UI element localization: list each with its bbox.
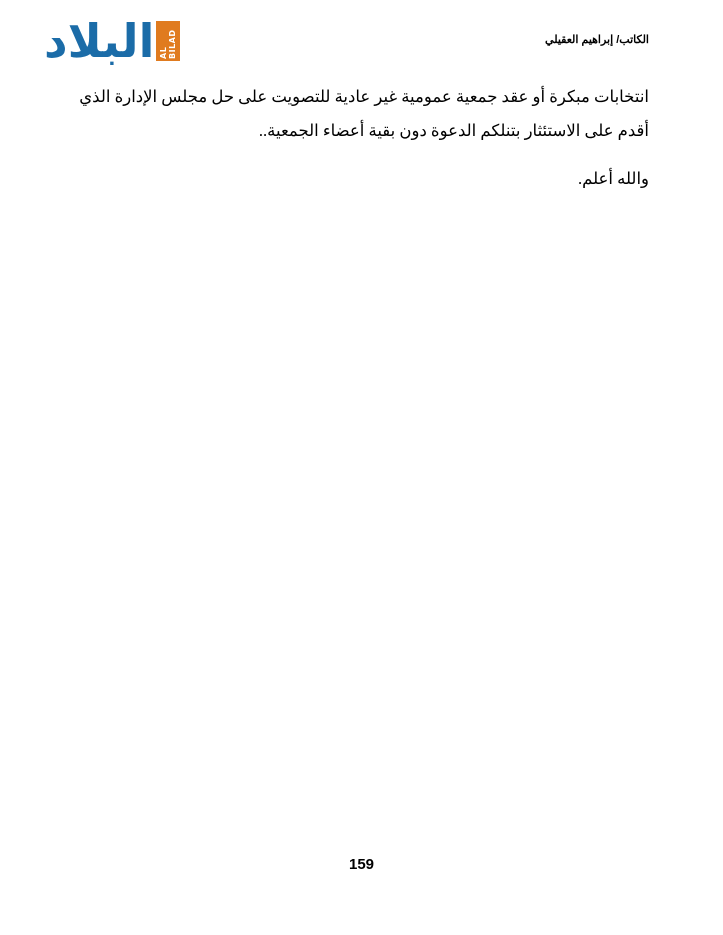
albilad-logo-text: البلاد — [44, 14, 155, 68]
page-number: 159 — [348, 856, 375, 873]
paragraph: والله أعلم. — [577, 169, 649, 188]
article-body — [74, 80, 649, 196]
author-byline: الكاتب/ إبراهيم العقيلي — [545, 34, 649, 46]
albilad-logo-badge: AL BILAD — [156, 21, 180, 61]
masthead — [44, 14, 180, 68]
paragraph: انتخابات مبكرة أو عقد جمعية عمومية غير عادية للتصويت على حل مجلس الإدارة الذي أقدم على الاستئثار بتنلكم الدعوة دون بقية أعضاء الجمعية.. — [79, 87, 649, 140]
